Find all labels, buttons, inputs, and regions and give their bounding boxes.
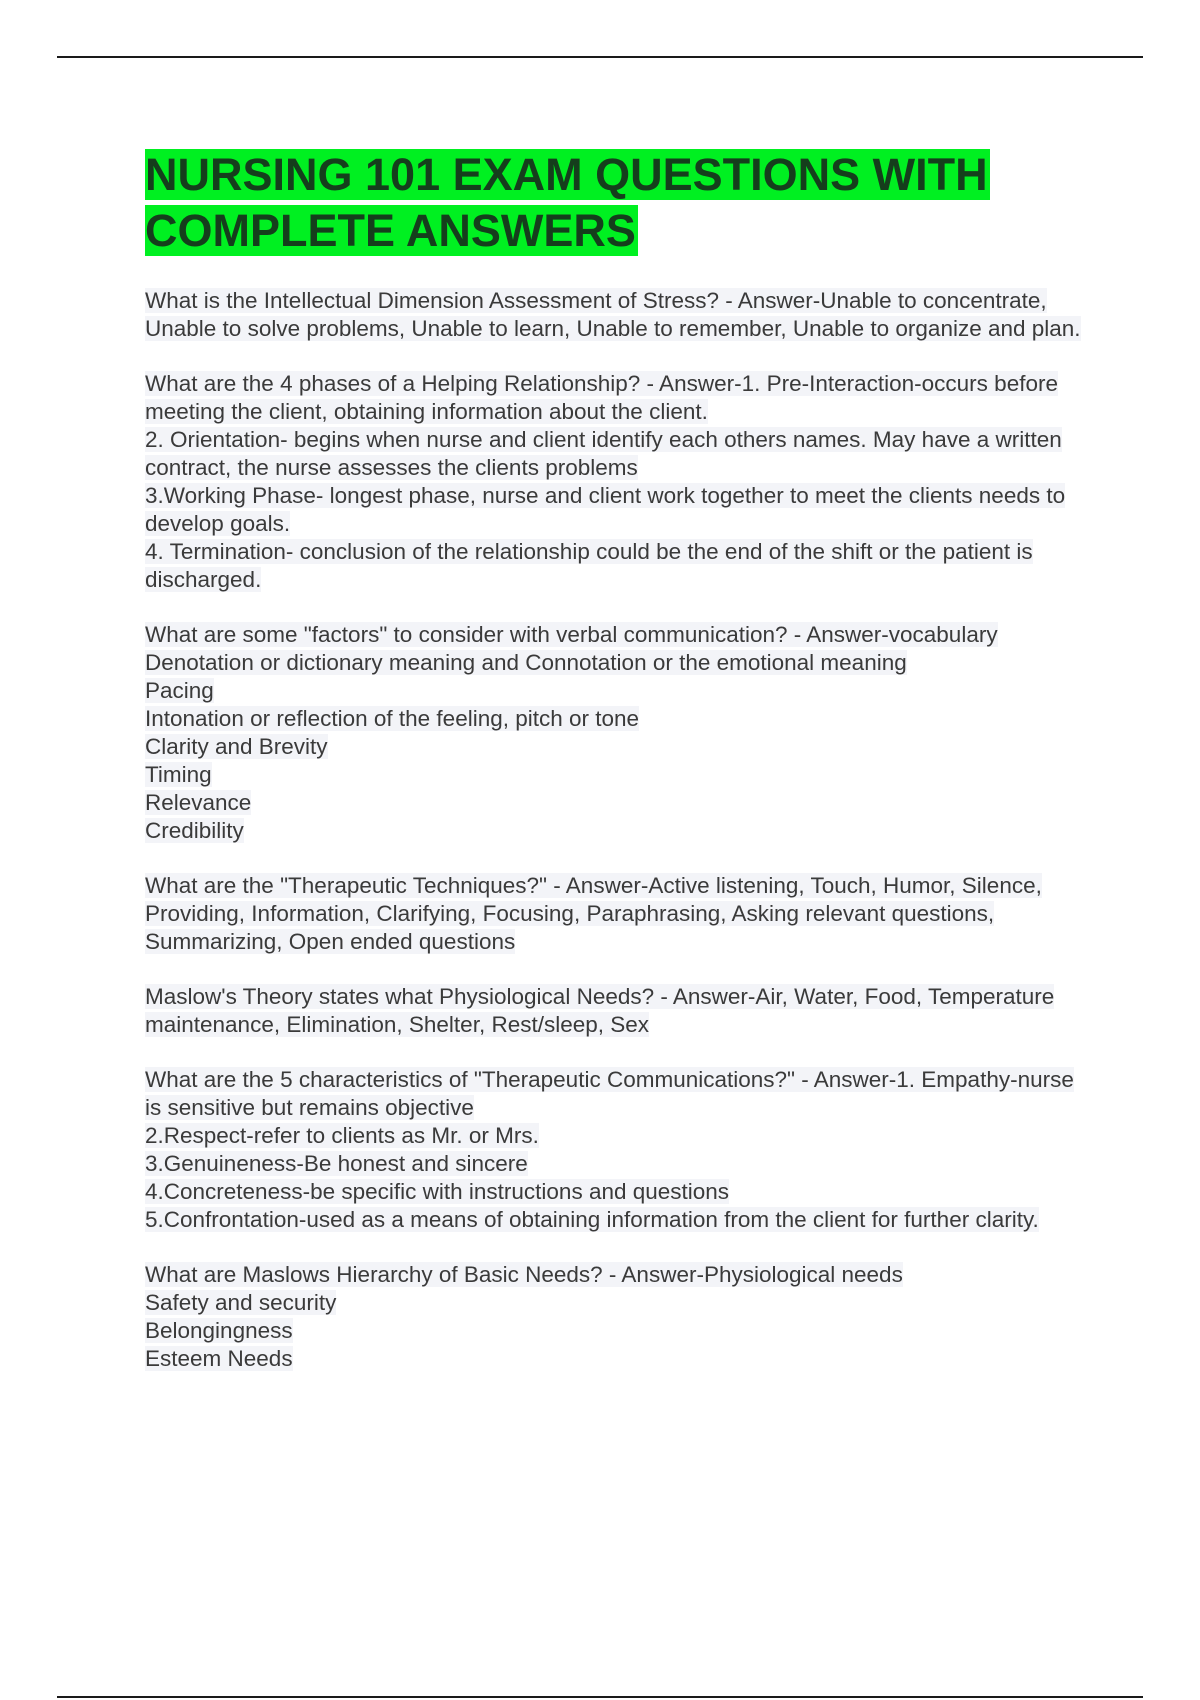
- qa-line: What are Maslows Hierarchy of Basic Needs? - Answer-Physiological needs: [145, 1262, 903, 1287]
- qa-line: 3.Genuineness-Be honest and sincere: [145, 1151, 528, 1176]
- qa-entry: [145, 621, 1095, 845]
- qa-line: What are some "factors" to consider with verbal communication? - Answer-vocabulary: [145, 622, 998, 647]
- qa-line: Timing: [145, 762, 212, 787]
- qa-line: Relevance: [145, 790, 252, 815]
- qa-line: 3.Working Phase- longest phase, nurse and client work together to meet the clients needs to develop goals.: [145, 483, 1066, 536]
- qa-entry: [145, 983, 1095, 1039]
- qa-line: 5.Confrontation-used as a means of obtaining information from the client for further clarity.: [145, 1207, 1039, 1232]
- document-body: [145, 147, 1095, 1400]
- qa-line: Clarity and Brevity: [145, 734, 328, 759]
- qa-line: What is the Intellectual Dimension Assessment of Stress? - Answer-Unable to concentrate, Unable to solve problems, Unable to learn, Unable to remember, Unable to organize and plan.: [145, 288, 1081, 341]
- qa-line: What are the "Therapeutic Techniques?" - Answer-Active listening, Touch, Humor, Silence, Providing, Information, Clarifying, Focusing, Paraphrasing, Asking relevant questions, Summarizing, Open ended questions: [145, 873, 1042, 954]
- qa-line: Maslow's Theory states what Physiological Needs? - Answer-Air, Water, Food, Temperature maintenance, Elimination, Shelter, Rest/sleep, Sex: [145, 984, 1055, 1037]
- qa-line: Denotation or dictionary meaning and Connotation or the emotional meaning: [145, 650, 907, 675]
- qa-line: 4. Termination- conclusion of the relationship could be the end of the shift or the patient is discharged.: [145, 539, 1033, 592]
- qa-line: 2.Respect-refer to clients as Mr. or Mrs.: [145, 1123, 539, 1148]
- qa-entry: [145, 370, 1095, 594]
- qa-entry: [145, 1066, 1095, 1234]
- qa-line: What are the 5 characteristics of "Therapeutic Communications?" - Answer-1. Empathy-nurse is sensitive but remains objective: [145, 1067, 1074, 1120]
- top-rule: [57, 56, 1143, 58]
- bottom-rule: [57, 1696, 1143, 1698]
- qa-entry: [145, 287, 1095, 343]
- qa-entry: [145, 1261, 1095, 1373]
- qa-line: 2. Orientation- begins when nurse and client identify each others names. May have a written contract, the nurse assesses the clients problems: [145, 427, 1062, 480]
- qa-line: Credibility: [145, 818, 244, 843]
- qa-line: Pacing: [145, 678, 214, 703]
- qa-line: Intonation or reflection of the feeling, pitch or tone: [145, 706, 640, 731]
- document-title: [145, 147, 1095, 259]
- qa-line: Safety and security: [145, 1290, 337, 1315]
- qa-line: 4.Concreteness-be specific with instructions and questions: [145, 1179, 730, 1204]
- qa-line: Esteem Needs: [145, 1346, 293, 1371]
- qa-entry: [145, 872, 1095, 956]
- title-highlight: NURSING 101 EXAM QUESTIONS WITH COMPLETE ANSWERS: [145, 149, 988, 256]
- qa-line: What are the 4 phases of a Helping Relationship? - Answer-1. Pre-Interaction-occurs before meeting the client, obtaining information about the client.: [145, 371, 1058, 424]
- qa-line: Belongingness: [145, 1318, 293, 1343]
